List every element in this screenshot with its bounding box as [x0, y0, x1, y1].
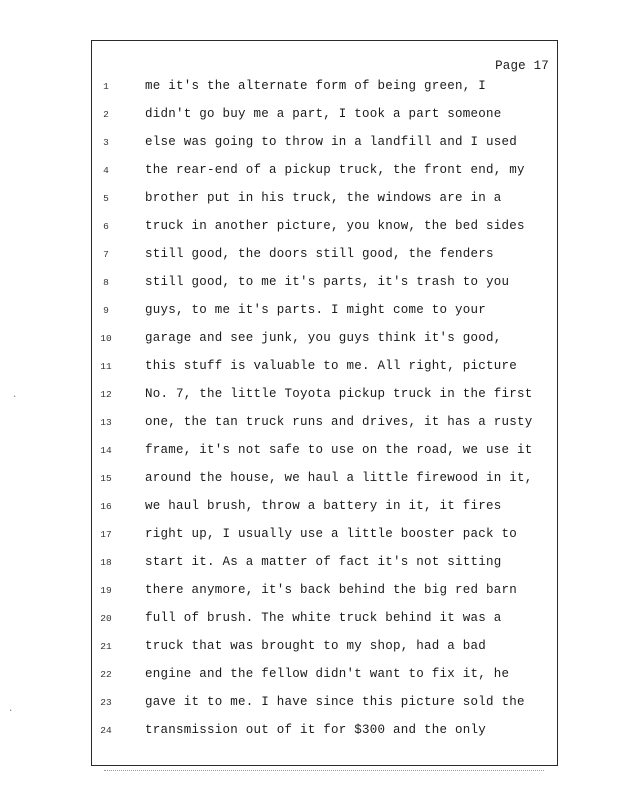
line-text: truck in another picture, you know, the bed sides: [145, 219, 525, 233]
transcript-line-2: [92, 107, 559, 127]
transcript-line-3: [92, 135, 559, 155]
line-number: 16: [100, 501, 112, 512]
line-text: there anymore, it's back behind the big red barn: [145, 583, 518, 597]
transcript-line-24: [92, 723, 559, 743]
line-text: me it's the alternate form of being green, I: [145, 79, 487, 93]
line-number: 8: [103, 277, 109, 288]
transcript-line-5: [92, 191, 559, 211]
transcript-line-11: [92, 359, 559, 379]
line-number: 24: [100, 725, 112, 736]
line-text: guys, to me it's parts. I might come to your: [145, 303, 487, 317]
line-number: 20: [100, 613, 112, 624]
transcript-line-4: [92, 163, 559, 183]
transcript-line-21: [92, 639, 559, 659]
line-number: 22: [100, 669, 112, 680]
line-text: still good, the doors still good, the fenders: [145, 247, 494, 261]
line-text: start it. As a matter of fact it's not sitting: [145, 555, 502, 569]
line-number: 18: [100, 557, 112, 568]
line-number: 11: [100, 361, 112, 372]
scan-speck-mark: ·: [8, 706, 14, 716]
line-number: 14: [100, 445, 112, 456]
transcript-line-9: [92, 303, 559, 323]
line-text: full of brush. The white truck behind it was a: [145, 611, 502, 625]
line-number: 13: [100, 417, 112, 428]
line-number: 19: [100, 585, 112, 596]
transcript-line-10: [92, 331, 559, 351]
line-text: truck that was brought to my shop, had a bad: [145, 639, 487, 653]
line-text: around the house, we haul a little firewood in it,: [145, 471, 533, 485]
line-number: 2: [103, 109, 109, 120]
scan-bottom-rule: [104, 770, 544, 771]
line-number: 9: [103, 305, 109, 316]
line-text: frame, it's not safe to use on the road, we use it: [145, 443, 533, 457]
transcript-line-22: [92, 667, 559, 687]
line-number: 7: [103, 249, 109, 260]
transcript-line-14: [92, 443, 559, 463]
line-text: still good, to me it's parts, it's trash to you: [145, 275, 510, 289]
line-number: 17: [100, 529, 112, 540]
line-text: brother put in his truck, the windows are in a: [145, 191, 502, 205]
line-text: one, the tan truck runs and drives, it has a rusty: [145, 415, 533, 429]
line-text: this stuff is valuable to me. All right, picture: [145, 359, 518, 373]
line-number: 21: [100, 641, 112, 652]
line-text: right up, I usually use a little booster pack to: [145, 527, 518, 541]
scan-speck-mark: ·: [12, 392, 18, 402]
transcript-line-13: [92, 415, 559, 435]
line-text: else was going to throw in a landfill and I used: [145, 135, 518, 149]
line-text: No. 7, the little Toyota pickup truck in the first: [145, 387, 533, 401]
line-text: didn't go buy me a part, I took a part someone: [145, 107, 502, 121]
line-number: 4: [103, 165, 109, 176]
transcript-line-12: [92, 387, 559, 407]
line-text: garage and see junk, you guys think it's good,: [145, 331, 502, 345]
transcript-line-1: [92, 79, 559, 99]
transcript-line-19: [92, 583, 559, 603]
transcript-line-16: [92, 499, 559, 519]
transcript-line-23: [92, 695, 559, 715]
line-text: gave it to me. I have since this picture sold the: [145, 695, 525, 709]
transcript-line-6: [92, 219, 559, 239]
transcript-line-17: [92, 527, 559, 547]
line-number: 12: [100, 389, 112, 400]
transcript-page: [91, 40, 558, 766]
line-text: engine and the fellow didn't want to fix it, he: [145, 667, 510, 681]
line-number: 5: [103, 193, 109, 204]
line-number: 6: [103, 221, 109, 232]
transcript-line-15: [92, 471, 559, 491]
line-number: 1: [103, 81, 109, 92]
line-number: 3: [103, 137, 109, 148]
line-text: the rear-end of a pickup truck, the front end, my: [145, 163, 525, 177]
line-number: 23: [100, 697, 112, 708]
line-text: transmission out of it for $300 and the only: [145, 723, 487, 737]
line-number: 15: [100, 473, 112, 484]
line-number: 10: [100, 333, 112, 344]
transcript-line-7: [92, 247, 559, 267]
line-text: we haul brush, throw a battery in it, it fires: [145, 499, 502, 513]
transcript-line-18: [92, 555, 559, 575]
page-number: Page 17: [495, 59, 549, 73]
transcript-line-8: [92, 275, 559, 295]
transcript-line-20: [92, 611, 559, 631]
